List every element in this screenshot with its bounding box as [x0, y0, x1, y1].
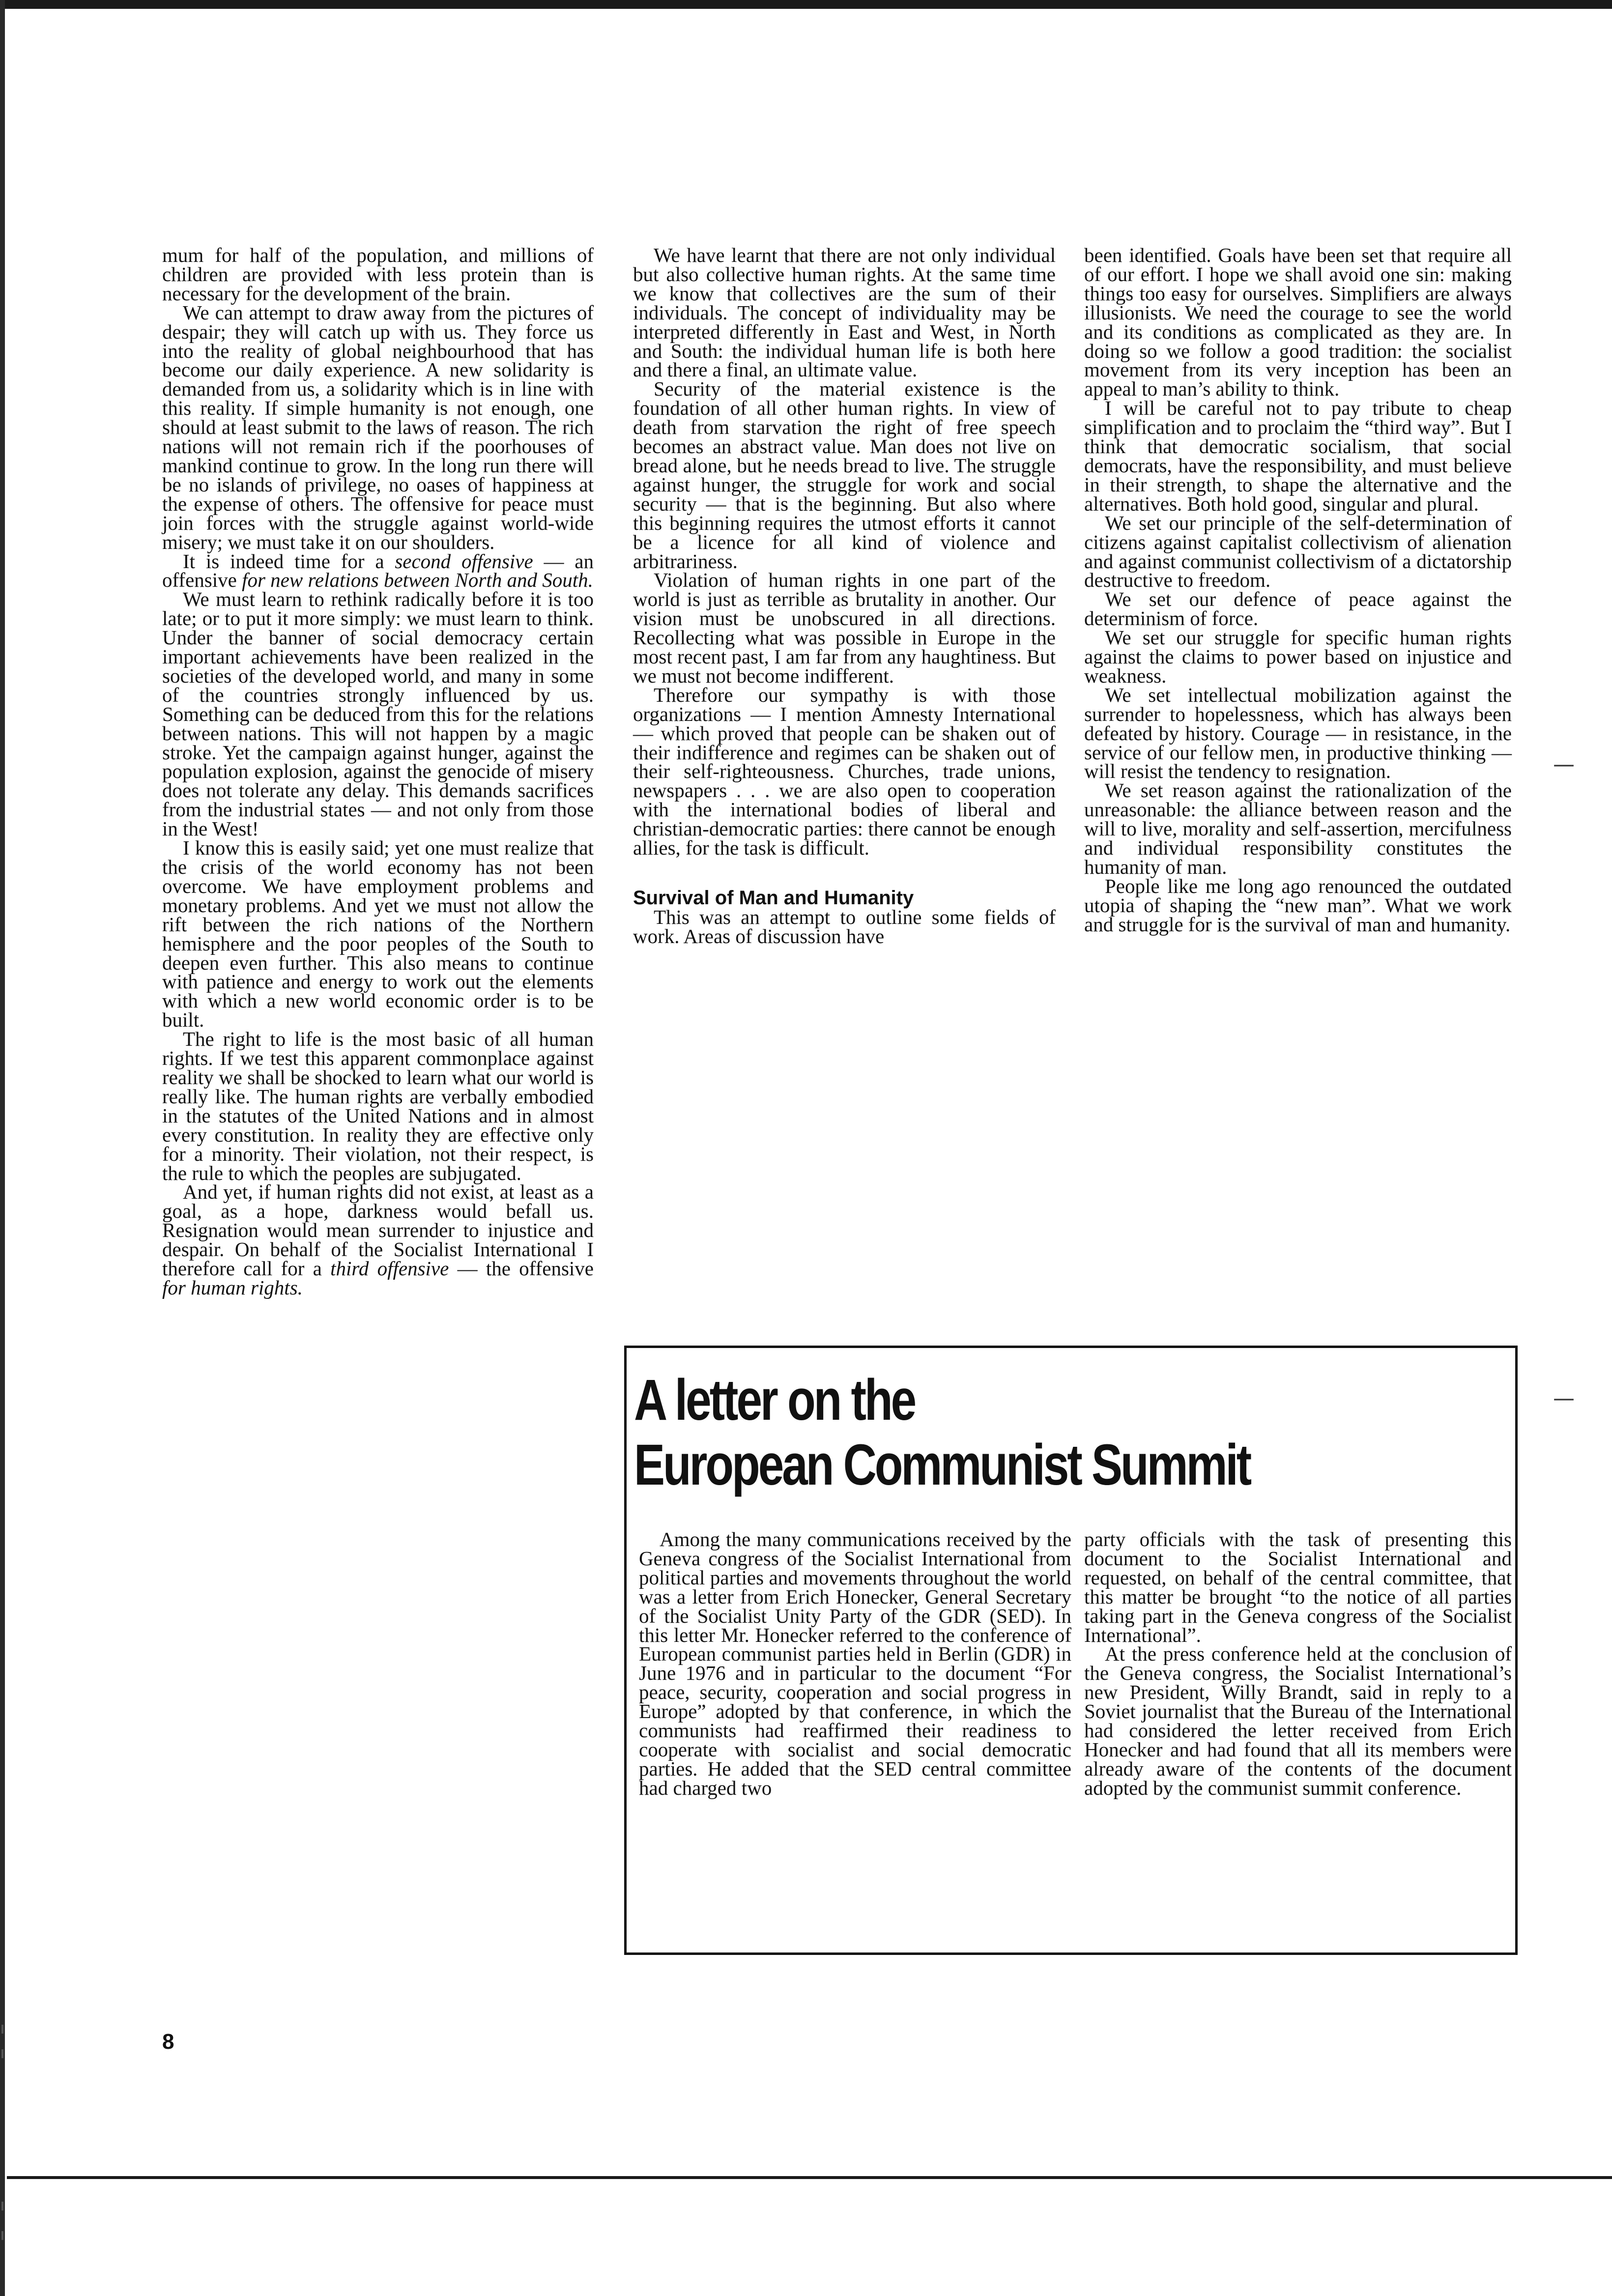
paragraph: Security of the material existence is the foundation of all other human rights. In view of death from starvation the right of free speech becomes an abstract value. Man does not live on bread alone, but he needs bread to live. The struggle against hunger, the struggle for work and social security — that is the beginning. But also where this beginning requires the utmost efforts it cannot be a licence for all kind of violence and arbitrariness.	[633, 377, 1056, 573]
paragraph: party officials with the task of presenting this document to the Socialist International and requested, on behalf of the central committee, that this matter be brought “to the notice of all parties taking part in the Geneva congress of the Socialist International”.	[1084, 1528, 1512, 1646]
paragraph: been identified. Goals have been set that require all of our effort. I hope we shall avoid one sin: making things too easy for ourselves. Simplifiers are always illusionists. We need the courage to see the world and its conditions as complicated as they are. In doing so we follow a good tradition: the socialist movement from its very inception has been an appeal to man’s ability to think.	[1084, 244, 1512, 401]
article-column-2	[633, 246, 1056, 946]
paragraph: We set our principle of the self-determination of citizens against capitalist collectivism of alienation and against communist collectivism of a dictatorship destructive to freedom.	[1084, 511, 1512, 592]
paragraph: We have learnt that there are not only individual but also collective human rights. At the same time we know that collectives are the sum of their individuals. The concept of individuality may be interpreted differently in East and West, in North and South: the individual human life is both here and there a final, an ultimate value.	[633, 244, 1056, 381]
paragraph: mum for half of the population, and millions of children are provided with less protein than is necessary for the development of the brain.	[162, 244, 594, 305]
paragraph: Among the many communications received by the Geneva congress of the Socialist International from political parties and movements throughout the world was a letter from Erich Honecker, General Secretary of the Socialist Unity Party of the GDR (SED). In this letter Mr. Honecker referred to the conference of European communist parties held in Berlin (GDR) in June 1976 and in particular to the document “For peace, security, cooperation and social progress in Europe” adopted by that conference, in which the communists had reaffirmed their readiness to cooperate with socialist and social democratic parties. He added that the SED central committee had charged two	[639, 1528, 1071, 1799]
page-number: 8	[162, 2030, 174, 2054]
letter-box-headline	[634, 1368, 1334, 1497]
paragraph: We must learn to rethink radically before it is too late; or to put it more simply: we must learn to think. Under the banner of social democracy certain important achievements have been realized in the societies of the developed world, and many in some of the countries strongly influenced by us. Something can be deduced from this for the relations between nations. This will not happen by a magic stroke. Yet the campaign against hunger, against the population explosion, against the genocide of misery does not tolerate any delay. This demands sacrifices from the industrial states — and not only from those in the West!	[162, 588, 594, 840]
bottom-rule	[7, 2176, 1612, 2179]
edge-mark	[1, 2049, 3, 2058]
paragraph: We set our struggle for specific human rights against the claims to power based on injustice and weakness.	[1084, 626, 1512, 687]
text-run: And yet, if human rights did not exist, at least as a goal, as a hope, darkness would befall us. Resignation would mean surrender to injustice and despair. On behalf of the Socialist International I therefore call for a	[162, 1180, 594, 1280]
paragraph: At the press conference held at the conclusion of the Geneva congress, the Socialist International’s new President, Willy Brandt, said in reply to a Soviet journalist that the Bureau of the International had considered the letter received from Erich Honecker and had found that all its members were already aware of the contents of the document adopted by the communist summit conference.	[1084, 1642, 1512, 1799]
section-subheading: Survival of Man and Humanity	[633, 887, 914, 909]
article-column-1	[162, 246, 594, 1297]
paragraph: This was an attempt to outline some fields of work. Areas of discussion have	[633, 906, 1056, 947]
paragraph: We set intellectual mobilization against the surrender to hopelessness, which has always been defeated by history. Courage — in resistance, in the service of our fellow men, in productive thinking — will resist the tendency to resignation.	[1084, 683, 1512, 783]
paragraph: Therefore our sympathy is with those organizations — I mention Amnesty International — which proved that people can be shaken out of their indifference and regimes can be shaken out of their self-righteousness. Churches, trade unions, newspapers . . . we are also open to cooperation with the international bodies of liberal and christian-democratic parties: there cannot be enough allies, for the task is difficult.	[633, 683, 1056, 860]
emphasis-new-relations: for new relations between North and South.	[242, 569, 593, 592]
text-run: — the offensive	[449, 1257, 594, 1280]
paragraph	[162, 549, 594, 592]
paragraph: We set reason against the rationalization of the unreasonable: the alliance between reason and the will to live, morality and self-assertion, mercifulness and individual responsibility constitutes the humanity of man.	[1084, 779, 1512, 878]
margin-mark: —	[1553, 752, 1575, 777]
headline-line-1: A letter on the	[634, 1368, 915, 1433]
paragraph	[162, 1182, 594, 1297]
emphasis-second-offensive: second offensive	[395, 549, 533, 573]
paragraph: I know this is easily said; yet one must realize that the crisis of the world economy has not been overcome. We have employment problems and monetary problems. And yet we must not allow the rift between the rich nations of the Northern hemisphere and the poor peoples of the South to deepen even further. This also means to continue with patience and energy to work out the elements with which a new world economic order is to be built.	[162, 836, 594, 1032]
margin-mark: —	[1553, 1386, 1575, 1411]
article-column-3	[1084, 246, 1512, 934]
paragraph: The right to life is the most basic of all human rights. If we test this apparent commonplace against reality we shall be shocked to learn what our world is really like. The human rights are verbally embodied in the statutes of the United Nations and in almost every constitution. In reality they are effective only for a minority. Their violation, not their respect, is the rule to which the peoples are subjugated.	[162, 1028, 594, 1184]
edge-mark	[1, 2025, 3, 2034]
emphasis-third-offensive: third offensive	[330, 1257, 449, 1280]
paragraph: Violation of human rights in one part of the world is just as terrible as brutality in another. Our vision must be unobscured in all directions. Recollecting what was possible in Europe in the most recent past, I am far from any haughtiness. But we must not become indifferent.	[633, 569, 1056, 687]
text-run: — an offensive	[162, 549, 594, 592]
emphasis-human-rights: for human rights.	[162, 1276, 303, 1299]
edge-mark	[1, 2231, 3, 2240]
letter-box-column-1	[639, 1530, 1071, 1798]
text-run: It is indeed time for a	[183, 549, 395, 573]
left-border	[0, 0, 5, 2296]
edge-mark	[1, 2202, 3, 2210]
headline-line-2: European Communist Summit	[634, 1433, 1250, 1497]
paragraph: We can attempt to draw away from the pictures of despair; they will catch up with us. They force us into the reality of global neighbourhood that has become our daily experience. A new solidarity is demanded from us, a solidarity which is in line with this reality. If simple humanity is not enough, one should at least submit to the laws of reason. The rich nations will not remain rich if the poorhouses of mankind continue to grow. In the long run there will be no islands of privilege, no oases of happiness at the expense of others. The offensive for peace must join forces with the struggle against world-wide misery; we must take it on our shoulders.	[162, 301, 594, 553]
top-border	[0, 0, 1612, 9]
letter-box-column-2	[1084, 1530, 1512, 1798]
paragraph: People like me long ago renounced the outdated utopia of shaping the “new man”. What we work and struggle for is the survival of man and humanity.	[1084, 874, 1512, 936]
paragraph: I will be careful not to pay tribute to cheap simplification and to proclaim the “third way”. But I think that democratic socialism, that social democrats, have the responsibility, and must believe in their strength, to shape the alternative and the alternatives. Both hold good, singular and plural.	[1084, 397, 1512, 515]
paragraph: We set our defence of peace against the determinism of force.	[1084, 588, 1512, 630]
